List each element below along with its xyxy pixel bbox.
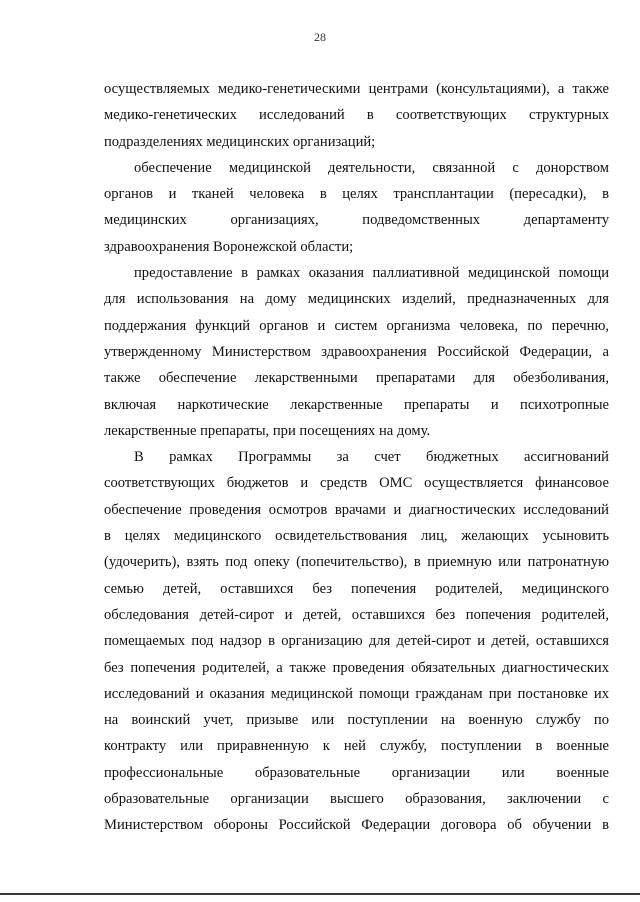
text-line: обеспечение медицинской деятельности, связанной с донорством: [134, 159, 609, 176]
text-line: соответствующих бюджетов и средств ОМС осуществляется финансовое: [104, 475, 609, 492]
text-line: также обеспечение лекарственными препаратами для обезболивания,: [104, 370, 609, 387]
document-body: [104, 76, 609, 839]
page-number: 28: [314, 30, 326, 44]
text-line: утвержденному Министерством здравоохранения Российской Федерации, а: [104, 343, 609, 360]
paragraph-1: [104, 76, 609, 155]
text-line: контракту или приравненную к ней службу, поступлении в военные: [104, 738, 609, 755]
text-line: исследований и оказания медицинской помощи гражданам при постановке их: [104, 685, 609, 702]
text-line: помещаемых под надзор в организацию для детей-сирот и детей, оставшихся: [104, 633, 609, 650]
scan-edge-line: [0, 893, 640, 895]
paragraph-4: [104, 444, 609, 838]
text-line: включая наркотические лекарственные препараты и психотропные: [104, 396, 609, 413]
text-line: Министерством обороны Российской Федерации договора об обучении в: [104, 817, 609, 834]
text-line: семью детей, оставшихся без попечения родителей, медицинского: [104, 580, 609, 597]
text-line: (удочерить), взять под опеку (попечительство), в приемную или патронатную: [104, 554, 609, 571]
text-line: поддержания функций органов и систем организма человека, по перечню,: [104, 317, 609, 334]
text-line: здравоохранения Воронежской области;: [104, 238, 354, 255]
text-line: лекарственные препараты, при посещениях на дому.: [104, 422, 431, 439]
text-line: для использования на дому медицинских изделий, предназначенных для: [104, 291, 609, 308]
text-line: медицинских организациях, подведомственных департаменту: [104, 212, 609, 229]
text-line: образовательные организации высшего образования, заключении с: [104, 791, 609, 808]
paragraph-3: [104, 260, 609, 444]
text-line: на воинский учет, призыве или поступлении на военную службу по: [104, 712, 609, 729]
text-line: обеспечение проведения осмотров врачами и диагностических исследований: [104, 501, 609, 518]
text-line: обследования детей-сирот и детей, оставшихся без попечения родителей,: [104, 606, 609, 623]
text-line: профессиональные образовательные организации или военные: [104, 764, 609, 781]
paragraph-2: [104, 155, 609, 260]
text-line: без попечения родителей, а также проведения обязательных диагностических: [104, 659, 609, 676]
text-line: органов и тканей человека в целях трансплантации (пересадки), в: [104, 186, 609, 203]
text-line: осуществляемых медико-генетическими центрами (консультациями), а также: [104, 81, 609, 97]
text-line: медико-генетических исследований в соответствующих структурных: [104, 107, 609, 124]
text-line: В рамках Программы за счет бюджетных ассигнований: [134, 449, 609, 466]
text-line: в целях медицинского освидетельствования лиц, желающих усыновить: [104, 528, 609, 545]
text-line: подразделениях медицинских организаций;: [104, 133, 376, 150]
text-line: предоставление в рамках оказания паллиативной медицинской помощи: [134, 265, 609, 282]
